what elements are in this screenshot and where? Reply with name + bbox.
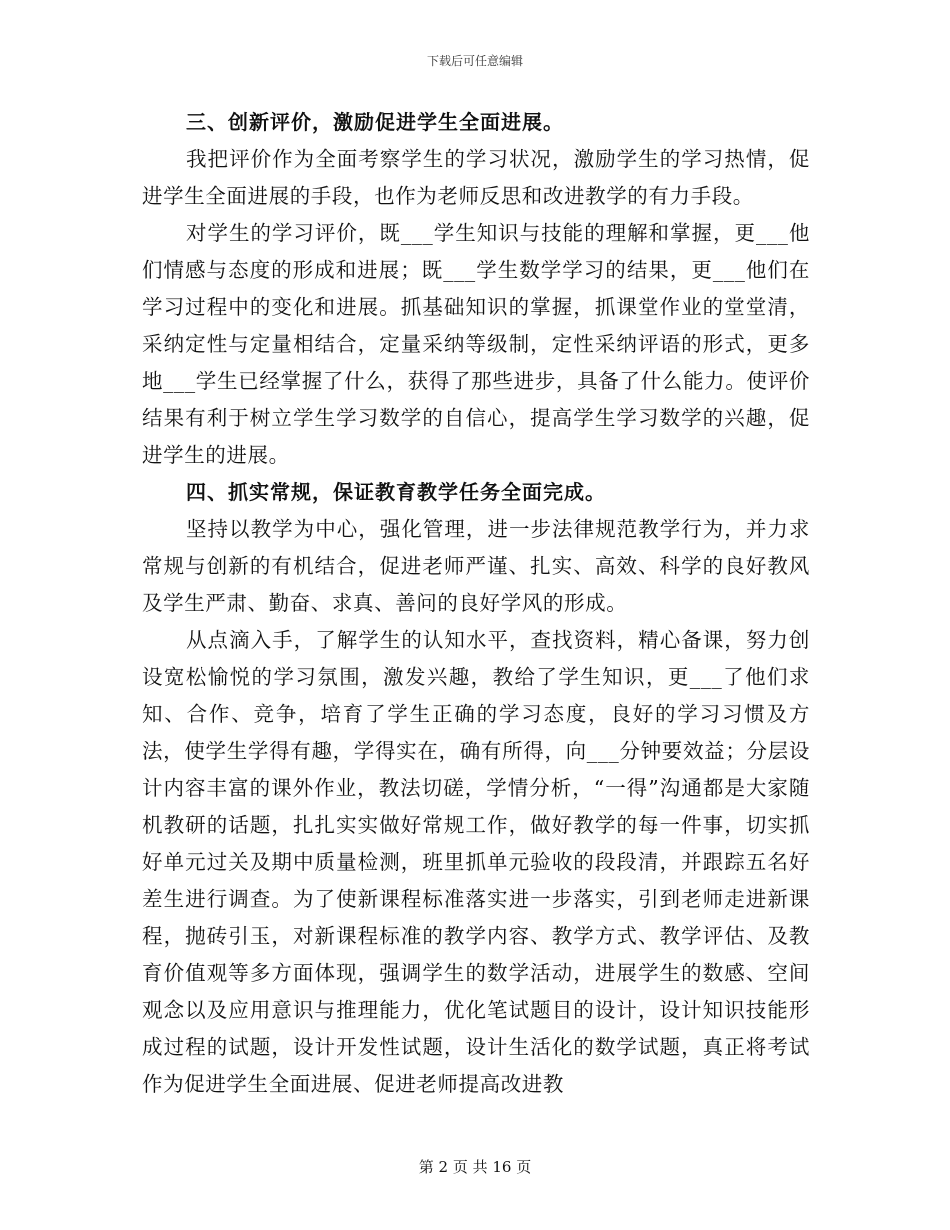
header-note: 下载后可任意编辑 <box>426 54 523 68</box>
section-heading-4: 四、抓实常规，保证教育教学任务全面完成。 <box>186 480 606 504</box>
paragraph: 我把评价作为全面考察学生的学习状况，激励学生的学习热情，促进学生全面进展的手段，也作为老师反思和改进教学的有力手段。 <box>142 147 810 208</box>
paragraph: 坚持以教学为中心，强化管理，进一步法律规范教学行为，并力求常规与创新的有机结合，促进老师严谨、扎实、高效、科学的良好教风及学生严肃、勤奋、求真、善问的良好学风的形成。 <box>142 517 810 615</box>
paragraph: 对学生的学习评价，既___学生知识与技能的理解和掌握，更___他们情感与态度的形成和进展；既___学生数学学习的结果，更___他们在学习过程中的变化和进展。抓基础知识的掌握，抓课堂作业的堂堂清，采纳定性与定量相结合，定量采纳等级制，定性采纳评语的形式，更多地___学生已经掌握了什么，获得了那些进步，具备了什么能力。使评价结果有利于树立学生学习数学的自信心，提高学生学习数学的兴趣，促进学生的进展。 <box>142 221 810 467</box>
section-heading-3: 三、创新评价，激励促进学生全面进展。 <box>186 110 564 134</box>
document-body <box>142 104 810 1103</box>
paragraph: 从点滴入手，了解学生的认知水平，查找资料，精心备课，努力创设宽松愉悦的学习氛围，激发兴趣，教给了学生知识，更___了他们求知、合作、竞争，培育了学生正确的学习态度，良好的学习习惯及方法，使学生学得有趣，学得实在，确有所得，向___分钟要效益；分层设计内容丰富的课外作业，教法切磋，学情分析，“一得”沟通都是大家随机教研的话题，扎扎实实做好常规工作，做好教学的每一件事，切实抓好单元过关及期中质量检测，班里抓单元验收的段段清，并跟踪五名好差生进行调查。为了使新课程标准落实进一步落实，引到老师走进新课程，抛砖引玉，对新课程标准的教学内容、教学方式、教学评估、及教育价值观等多方面体现，强调学生的数学活动，进展学生的数感、空间观念以及应用意识与推理能力，优化笔试题目的设计，设计知识技能形成过程的试题，设计开发性试题，设计生活化的数学试题，真正将考试作为促进学生全面进展、促进老师提高改进教 <box>142 628 810 1096</box>
page-footer: 第 2 页 共 16 页 <box>418 1158 532 1176</box>
